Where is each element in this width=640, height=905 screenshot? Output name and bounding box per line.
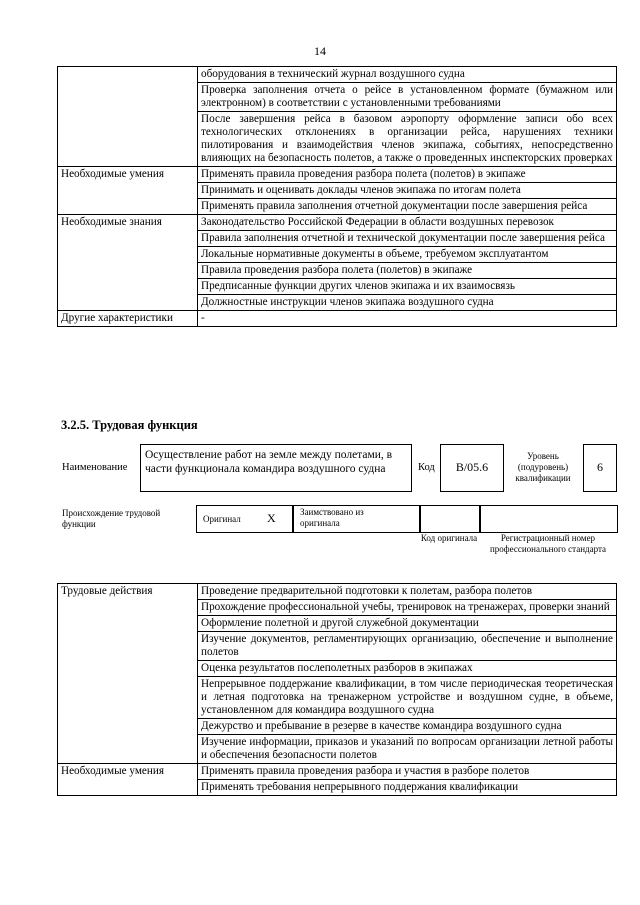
row-label: Необходимые знания — [58, 215, 198, 311]
level-box — [583, 444, 617, 492]
row-item: Должностные инструкции членов экипажа воздушного судна — [198, 295, 617, 311]
table-row — [58, 311, 617, 327]
code-box — [440, 444, 504, 492]
row-item: Локальные нормативные документы в объеме, требуемом эксплуатантом — [198, 247, 617, 263]
row-label — [58, 67, 198, 167]
row-item: Правила заполнения отчетной и технической документации после завершения рейса — [198, 231, 617, 247]
row-item: Дежурство и пребывание в резерве в качестве командира воздушного судна — [198, 719, 617, 735]
code-original-box — [420, 505, 480, 533]
table-row — [58, 584, 617, 600]
code-label: Код — [418, 462, 435, 473]
original-mark: X — [267, 511, 276, 525]
row-item: Принимать и оценивать доклады членов экипажа по итогам полета — [198, 183, 617, 199]
reg-number-caption: Регистрационный номер профессионального стандарта — [489, 533, 607, 554]
row-item: Изучение информации, приказов и указаний по вопросам организации летной работы и обеспечения безопасности полетов — [198, 735, 617, 764]
row-label: Необходимые умения — [58, 764, 198, 796]
table-row — [58, 215, 617, 231]
row-item: Применять правила проведения разбора и участия в разборе полетов — [198, 764, 617, 780]
table-row — [58, 764, 617, 780]
row-item: - — [198, 311, 617, 327]
row-item: Непрерывное поддержание квалификации, в том числе периодическая теоретическая и летная подготовка на тренажерном устройстве и воздушном судне, в объеме, установленном для командира воздушного судна — [198, 677, 617, 719]
top-requirements-table — [57, 66, 617, 327]
section-title: 3.2.5. Трудовая функция — [61, 418, 198, 432]
row-item: Изучение документов, регламентирующих организацию, обеспечение и выполнение полетов — [198, 632, 617, 661]
function-name-box — [140, 444, 412, 492]
code-original-caption: Код оригинала — [420, 533, 478, 543]
bottom-actions-table — [57, 583, 617, 796]
table-row — [58, 67, 617, 83]
page-number: 14 — [314, 44, 326, 58]
table-row — [58, 167, 617, 183]
row-item: Проведение предварительной подготовки к полетам, разбора полетов — [198, 584, 617, 600]
row-item: Применять требования непрерывного поддержания квалификации — [198, 780, 617, 796]
borrowed-box — [293, 505, 420, 533]
level-value: 6 — [597, 460, 603, 474]
row-item: Применять правила заполнения отчетной документации после завершения рейса — [198, 199, 617, 215]
row-item: Оформление полетной и другой служебной документации — [198, 616, 617, 632]
row-item: Проверка заполнения отчета о рейсе в установленном формате (бумажном или электронном) в соответствии с установленными требованиями — [198, 83, 617, 112]
row-label: Трудовые действия — [58, 584, 198, 764]
row-item: Законодательство Российской Федерации в области воздушных перевозок — [198, 215, 617, 231]
row-item: Оценка результатов послеполетных разборов в экипажах — [198, 661, 617, 677]
row-item: Применять правила проведения разбора полета (полетов) в экипаже — [198, 167, 617, 183]
reg-number-box — [480, 505, 618, 533]
row-label: Необходимые умения — [58, 167, 198, 215]
original-box — [196, 505, 293, 533]
row-item: После завершения рейса в базовом аэропорту оформление записи обо всех технологических отклонениях в организации рейса, нарушениях техники пилотирования и взаимодействия членов экипажа, событиях, непосредственно влияющих на безопасность полетов, а также о проведенных инспекторских проверках — [198, 112, 617, 167]
origin-label: Происхождение трудовой функции — [62, 508, 161, 529]
row-item: Прохождение профессиональной учебы, тренировок на тренажерах, проверки знаний — [198, 600, 617, 616]
code-value: B/05.6 — [455, 460, 489, 474]
name-label: Наименование — [62, 462, 128, 473]
row-item: Правила проведения разбора полета (полетов) в экипаже — [198, 263, 617, 279]
row-label: Другие характеристики — [58, 311, 198, 327]
level-label: Уровень (подуровень) квалификации — [515, 451, 571, 483]
row-item: Предписанные функции других членов экипажа и их взаимосвязь — [198, 279, 617, 295]
row-item: оборудования в технический журнал воздушного судна — [198, 67, 617, 83]
borrowed-label: Заимствовано из оригинала — [300, 507, 364, 528]
original-label: Оригинал — [203, 514, 241, 524]
function-name-value: Осуществление работ на земле между полетами, в части функционала командира воздушного судна — [145, 449, 393, 475]
